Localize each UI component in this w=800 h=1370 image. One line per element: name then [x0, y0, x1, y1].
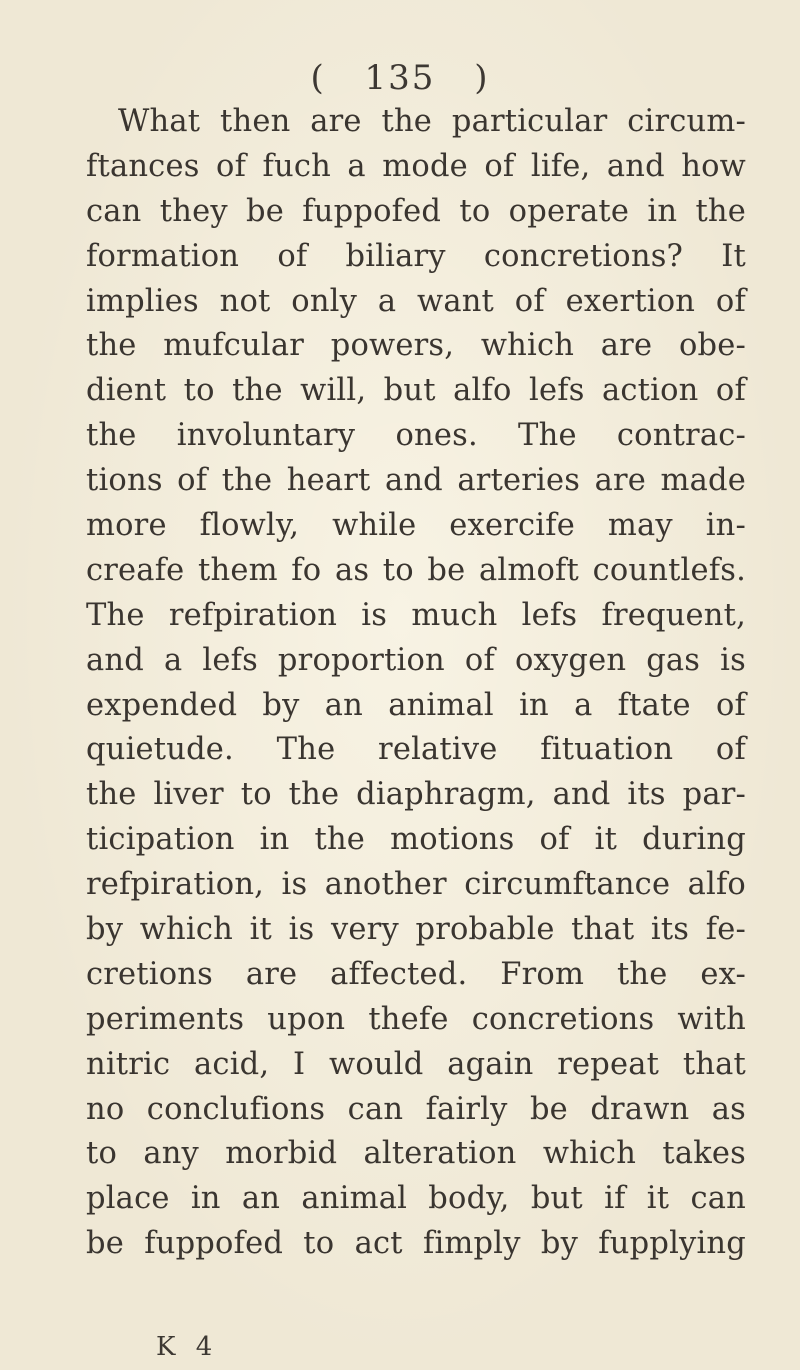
text-line: cretions are affected. From the ex-: [86, 956, 746, 992]
text-line: expended by an animal in a ftate of: [86, 687, 746, 723]
text-line: refpiration, is another circumftance alfo: [86, 867, 746, 903]
text-line: implies not only a want of exertion of: [86, 283, 746, 319]
text-line: The refpiration is much lefs frequent,: [86, 597, 746, 633]
text-line: more flowly, while exercife may in-: [86, 508, 746, 544]
text-line: the involuntary ones. The contrac-: [86, 418, 746, 454]
text-line: the liver to the diaphragm, and its par-: [86, 777, 746, 813]
text-line: no conclufions can fairly be drawn as: [86, 1091, 746, 1127]
header-open-paren: (: [310, 58, 326, 98]
text-line: What then are the particular circum-: [118, 104, 746, 139]
text-line: place in an animal body, but if it can: [86, 1181, 746, 1217]
page-header: [0, 58, 800, 98]
signature-mark: K 4: [156, 1332, 219, 1362]
text-line: formation of biliary concretions? It: [86, 238, 746, 274]
text-line: ticipation in the motions of it during: [86, 822, 746, 858]
text-line: ftances of fuch a mode of life, and how: [86, 148, 746, 184]
text-line: by which it is very probable that its fe-: [86, 912, 746, 948]
text-line: periments upon thefe concretions with: [86, 1001, 746, 1037]
text-line: the mufcular powers, which are obe-: [86, 328, 746, 364]
text-line: nitric acid, I would again repeat that: [86, 1046, 746, 1082]
text-line: to any morbid alteration which takes: [86, 1136, 746, 1172]
text-line: quietude. The relative fituation of: [86, 732, 746, 768]
header-close-paren: ): [474, 58, 490, 98]
body-text: [86, 100, 746, 1267]
text-line: dient to the will, but alfo lefs action of: [86, 373, 746, 409]
page-number: 135: [364, 58, 436, 98]
text-line: be fuppofed to act fimply by fupplying: [86, 1226, 746, 1262]
text-line: tions of the heart and arteries are made: [86, 463, 746, 499]
text-line: and a lefs proportion of oxygen gas is: [86, 642, 746, 678]
text-line: creafe them fo as to be almoft countlefs.: [86, 552, 746, 588]
text-line: can they be fuppofed to operate in the: [86, 193, 746, 229]
